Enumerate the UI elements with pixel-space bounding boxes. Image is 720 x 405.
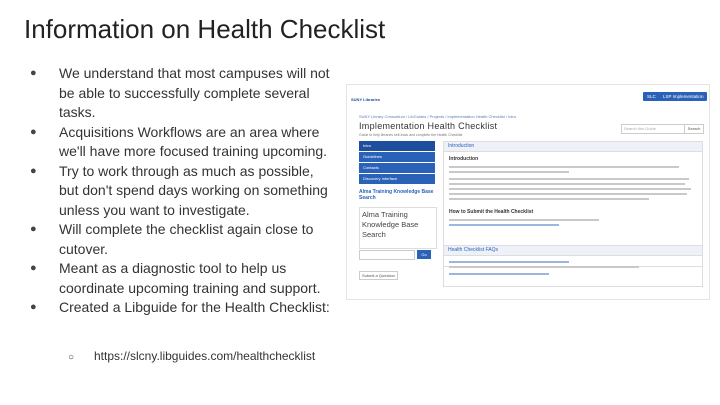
bullet-list	[30, 64, 330, 318]
bullet-text: We understand that most campuses will not be able to successfully complete several tasks.	[59, 65, 330, 120]
faq-link[interactable]	[449, 261, 569, 263]
text-line	[449, 178, 689, 180]
bullet-icon: ●	[30, 223, 37, 235]
nav-item-intro[interactable]: Intro	[359, 141, 435, 151]
faq-link[interactable]	[449, 273, 549, 275]
bullet-icon: ●	[30, 164, 37, 177]
sub-bullet-icon: ○	[68, 352, 75, 363]
text-line	[449, 219, 599, 221]
nav-item-discovery[interactable]: Discovery Interface	[359, 174, 435, 184]
text-line	[449, 224, 559, 226]
bullet-item	[30, 123, 330, 162]
bullet-item	[30, 64, 330, 123]
guide-search-input[interactable]: Search this Guide	[621, 124, 685, 134]
submit-question-button[interactable]: Submit a Question	[359, 271, 398, 280]
alma-go-button[interactable]: Go	[417, 250, 431, 259]
guide-search-button[interactable]: Search	[684, 124, 704, 134]
intro-panel-header: Introduction	[444, 142, 702, 152]
text-line	[449, 198, 649, 200]
libguide-url[interactable]: https://slcny.libguides.com/healthchecklist	[94, 349, 316, 363]
bullet-icon: ●	[30, 262, 37, 274]
logo: SUNY Libraries	[351, 97, 381, 102]
text-line	[449, 266, 639, 268]
guide-nav	[359, 141, 435, 185]
sub-bullet-link[interactable]	[68, 349, 315, 363]
alma-search-widget: Alma Training Knowledge Base Search	[359, 207, 437, 249]
bullet-icon: ●	[30, 125, 37, 138]
text-line	[449, 166, 679, 168]
libguide-screenshot	[346, 84, 710, 300]
submit-heading: How to Submit the Health Checklist	[449, 209, 534, 215]
bullet-item	[30, 220, 330, 259]
bullet-item	[30, 298, 330, 318]
bullet-text: Try to work through as much as possible, but don't spend days working on something unless you want to investigate.	[59, 162, 328, 218]
alma-search-input[interactable]	[359, 250, 415, 260]
bullet-item	[30, 259, 330, 298]
bullet-text: Will complete the checklist again close to cutover.	[59, 221, 314, 257]
text-line	[449, 188, 691, 190]
slide-title: Information on Health Checklist	[24, 14, 386, 44]
bullet-icon: ●	[30, 67, 37, 79]
bullet-text: Meant as a diagnostic tool to help us coordinate upcoming training and support.	[59, 260, 321, 296]
bullet-icon: ●	[30, 301, 37, 313]
faq-panel-header: Health Checklist FAQs	[444, 246, 702, 256]
alma-heading: Alma Training Knowledge Base Search	[359, 189, 434, 201]
bullet-text: Created a Libguide for the Health Checklist:	[59, 299, 330, 315]
breadcrumb[interactable]: SUNY Library Consortium / LibGuides / Projects / Implementation Health Checklist / Intro	[359, 114, 517, 119]
nav-item-guidelines[interactable]: Guidelines	[359, 152, 435, 162]
bullet-text: Acquisitions Workflows are an area where we'll have more focused training upcoming.	[59, 123, 328, 159]
guide-title: Implementation Health Checklist	[359, 121, 498, 131]
header-button-lsp[interactable]: LSP Implementation	[659, 92, 707, 101]
text-line	[449, 193, 687, 195]
header-button-slc[interactable]: SLC	[643, 92, 660, 101]
bullet-item	[30, 162, 330, 221]
text-line	[449, 171, 569, 173]
nav-item-contacts[interactable]: Contacts	[359, 163, 435, 173]
intro-heading: Introduction	[449, 156, 479, 162]
text-line	[449, 183, 685, 185]
guide-subline: Guide to help libraries self-track and complete the Health Checklist	[359, 133, 463, 137]
